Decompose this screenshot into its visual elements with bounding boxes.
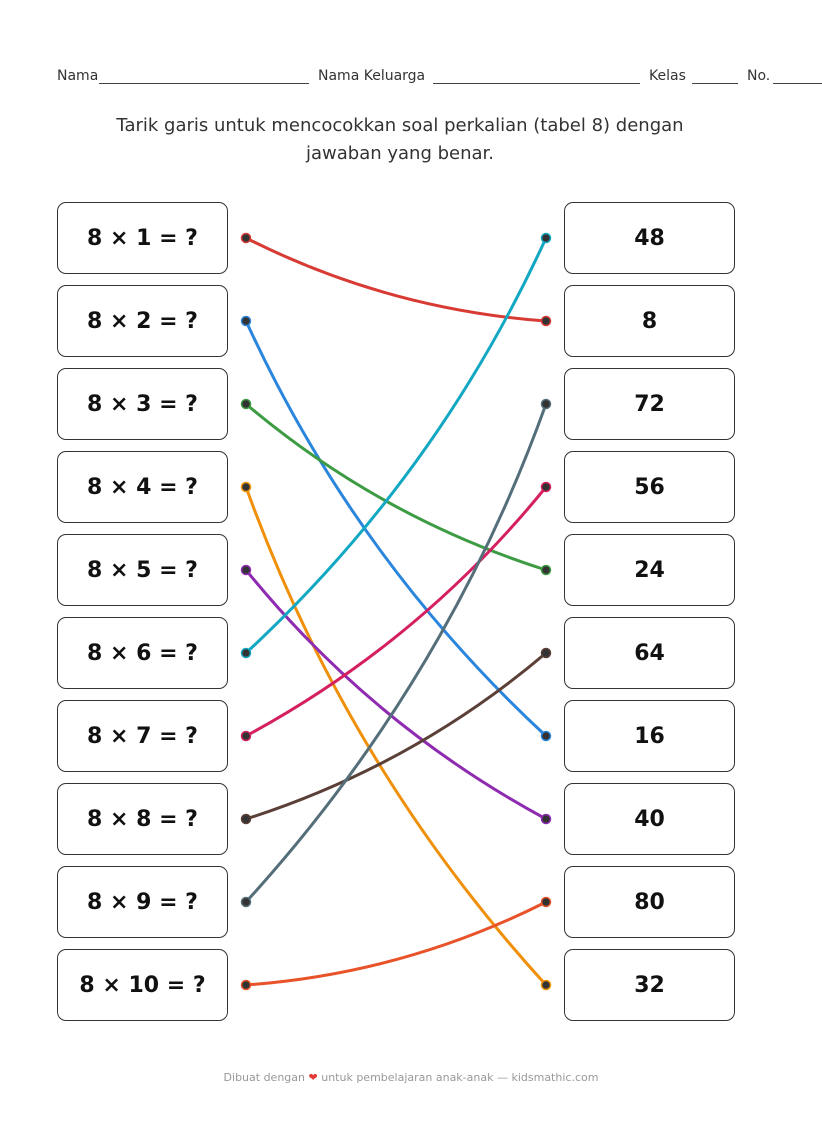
question-box: 8 × 4 = ? bbox=[57, 451, 228, 523]
question-connector-dot[interactable] bbox=[242, 649, 251, 658]
question-connector-dot[interactable] bbox=[242, 483, 251, 492]
question-box: 8 × 7 = ? bbox=[57, 700, 228, 772]
answer-connector-dot[interactable] bbox=[542, 483, 551, 492]
answer-box: 32 bbox=[564, 949, 735, 1021]
answer-connector-dot[interactable] bbox=[542, 898, 551, 907]
answer-box: 16 bbox=[564, 700, 735, 772]
footer bbox=[0, 1071, 822, 1084]
question-connector-dot[interactable] bbox=[242, 400, 251, 409]
answer-connector-dot[interactable] bbox=[542, 317, 551, 326]
match-line[interactable] bbox=[246, 404, 546, 902]
instructions-line-1: Tarik garis untuk mencocokkan soal perkalian (tabel 8) dengan bbox=[116, 115, 684, 136]
answer-box: 72 bbox=[564, 368, 735, 440]
question-box: 8 × 10 = ? bbox=[57, 949, 228, 1021]
answer-box: 64 bbox=[564, 617, 735, 689]
heart-icon: ❤ bbox=[308, 1071, 318, 1084]
answer-connector-dot[interactable] bbox=[542, 649, 551, 658]
answer-connector-dot[interactable] bbox=[542, 400, 551, 409]
class-label: Kelas bbox=[649, 68, 686, 84]
question-connector-dot[interactable] bbox=[242, 234, 251, 243]
answer-connector-dot[interactable] bbox=[542, 732, 551, 741]
question-box: 8 × 6 = ? bbox=[57, 617, 228, 689]
answer-box: 24 bbox=[564, 534, 735, 606]
answer-box: 56 bbox=[564, 451, 735, 523]
match-line[interactable] bbox=[246, 902, 546, 985]
answer-box: 40 bbox=[564, 783, 735, 855]
family-name-label: Nama Keluarga bbox=[318, 68, 426, 84]
match-line[interactable] bbox=[246, 487, 546, 736]
question-box: 8 × 3 = ? bbox=[57, 368, 228, 440]
question-connector-dot[interactable] bbox=[242, 981, 251, 990]
question-box: 8 × 9 = ? bbox=[57, 866, 228, 938]
footer-text-start: Dibuat dengan bbox=[223, 1071, 305, 1084]
number-label: No. bbox=[747, 68, 771, 84]
answer-box: 48 bbox=[564, 202, 735, 274]
answer-connector-dot[interactable] bbox=[542, 815, 551, 824]
match-line[interactable] bbox=[246, 487, 546, 985]
question-box: 8 × 2 = ? bbox=[57, 285, 228, 357]
question-connector-dot[interactable] bbox=[242, 815, 251, 824]
answer-connector-dot[interactable] bbox=[542, 981, 551, 990]
question-connector-dot[interactable] bbox=[242, 898, 251, 907]
question-box: 8 × 8 = ? bbox=[57, 783, 228, 855]
answer-box: 8 bbox=[564, 285, 735, 357]
question-connector-dot[interactable] bbox=[242, 732, 251, 741]
name-label: Nama bbox=[57, 68, 99, 84]
question-box: 8 × 1 = ? bbox=[57, 202, 228, 274]
match-line[interactable] bbox=[246, 238, 546, 653]
answer-box: 80 bbox=[564, 866, 735, 938]
instructions-line-2: jawaban yang benar. bbox=[305, 143, 494, 164]
question-connector-dot[interactable] bbox=[242, 566, 251, 575]
match-line[interactable] bbox=[246, 321, 546, 736]
match-line[interactable] bbox=[246, 238, 546, 321]
answer-connector-dot[interactable] bbox=[542, 234, 551, 243]
footer-text-end: untuk pembelajaran anak-anak — kidsmathic.com bbox=[321, 1071, 599, 1084]
question-connector-dot[interactable] bbox=[242, 317, 251, 326]
question-box: 8 × 5 = ? bbox=[57, 534, 228, 606]
answer-connector-dot[interactable] bbox=[542, 566, 551, 575]
